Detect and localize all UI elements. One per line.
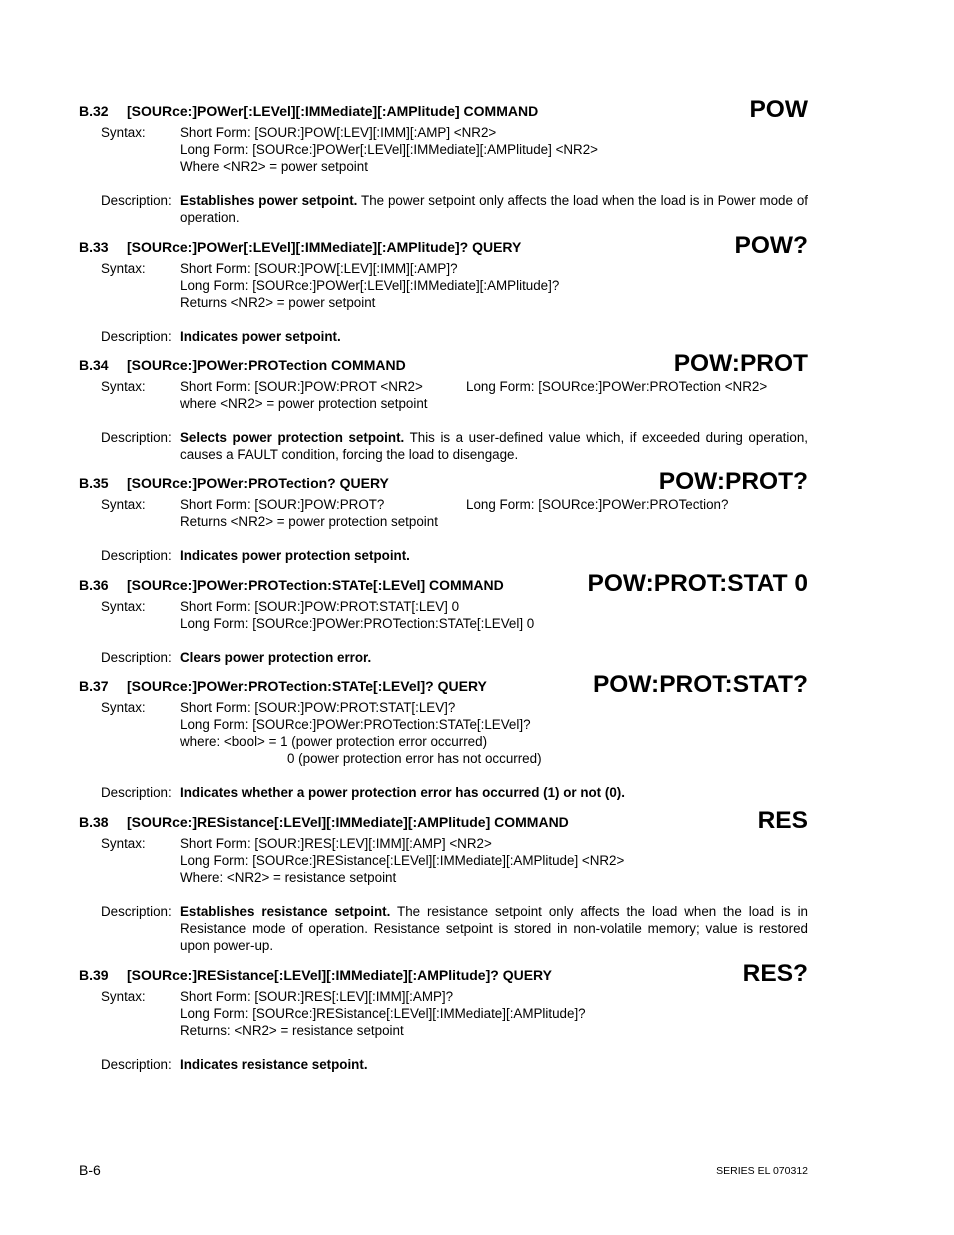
syntax-returns: Returns: <NR2> = resistance setpoint: [180, 1023, 404, 1038]
syntax-label: Syntax:: [101, 836, 146, 851]
description-label: Description:: [101, 548, 172, 563]
section-b37: [79, 671, 808, 801]
section-number: B.33: [79, 239, 109, 255]
section-b32: [79, 96, 808, 226]
command-mnemonic: POW: [749, 96, 808, 123]
description-text: The resistance setpoint only affects the load when the load is in Resistance mode of operation. Resistance setpoint is stored in non-volatile memory; value is restored upon power-up.: [180, 904, 808, 953]
description-label: Description:: [101, 430, 172, 445]
description-label: Description:: [101, 329, 172, 344]
description-block: [79, 784, 808, 801]
section-heading: [79, 350, 808, 377]
section-heading: [79, 570, 808, 597]
section-title: [SOURce:]POWer:PROTection:STATe[:LEVel]? QUERY: [127, 678, 487, 694]
syntax-short-form: Short Form: [SOUR:]RES[:LEV][:IMM][:AMP]?: [180, 989, 454, 1004]
command-mnemonic: POW:PROT:STAT?: [592, 671, 808, 698]
description-label: Description:: [101, 1057, 172, 1072]
section-heading: [79, 960, 808, 987]
description-block: [79, 1056, 808, 1073]
command-mnemonic: POW:PROT?: [658, 468, 808, 495]
command-mnemonic: POW:PROT:STAT 0: [587, 570, 808, 597]
section-title: [SOURce:]POWer[:LEVel][:IMMediate][:AMPlitude] COMMAND: [127, 103, 539, 119]
syntax-label: Syntax:: [101, 599, 146, 614]
syntax-label: Syntax:: [101, 989, 146, 1004]
section-heading: [79, 807, 808, 834]
description-summary: Selects power protection setpoint.: [180, 430, 405, 445]
syntax-long-form: Long Form: [SOURce:]RESistance[:LEVel][:IMMediate][:AMPlitude] <NR2>: [180, 853, 625, 868]
syntax-where-alt: 0 (power protection error has not occurred): [287, 751, 542, 766]
syntax-long-form: Long Form: [SOURce:]RESistance[:LEVel][:IMMediate][:AMPlitude]?: [180, 1006, 586, 1021]
syntax-label: Syntax:: [101, 497, 146, 512]
command-mnemonic: RES: [757, 807, 808, 834]
syntax-short-form: Short Form: [SOUR:]POW[:LEV][:IMM][:AMP] <NR2>: [180, 125, 497, 140]
syntax-short-form: Short Form: [SOUR:]POW:PROT?: [180, 497, 385, 512]
command-mnemonic: POW:PROT: [673, 350, 808, 377]
syntax-block: [79, 598, 808, 632]
syntax-label: Syntax:: [101, 261, 146, 276]
syntax-short-form: Short Form: [SOUR:]POW:PROT:STAT[:LEV] 0: [180, 599, 460, 614]
section-title: [SOURce:]POWer:PROTection:STATe[:LEVel] COMMAND: [127, 577, 504, 593]
description-label: Description:: [101, 193, 172, 208]
syntax-returns: Returns <NR2> = power protection setpoint: [180, 514, 438, 529]
section-heading: [79, 468, 808, 495]
section-title: [SOURce:]POWer:PROTection COMMAND: [127, 357, 406, 373]
syntax-block: [79, 260, 808, 311]
description-block: [79, 903, 808, 954]
description-summary: Indicates power setpoint.: [180, 329, 341, 344]
syntax-short-form: Short Form: [SOUR:]POW[:LEV][:IMM][:AMP]?: [180, 261, 458, 276]
description-summary: Establishes power setpoint.: [180, 193, 358, 208]
syntax-where: where: <bool> = 1 (power protection error occurred): [180, 734, 488, 749]
section-b39: [79, 960, 808, 1073]
syntax-long-form: Long Form: [SOURce:]POWer[:LEVel][:IMMediate][:AMPlitude] <NR2>: [180, 142, 598, 157]
description-text: This is a user-defined value which, if exceeded during operation, causes a FAULT condition, forcing the load to disengage.: [180, 430, 808, 462]
syntax-long-form: Long Form: [SOURce:]POWer:PROTection <NR2>: [466, 379, 768, 394]
section-b38: [79, 807, 808, 954]
syntax-short-form: Short Form: [SOUR:]POW:PROT:STAT[:LEV]?: [180, 700, 456, 715]
section-number: B.35: [79, 475, 109, 491]
syntax-label: Syntax:: [101, 125, 146, 140]
section-title: [SOURce:]POWer:PROTection? QUERY: [127, 475, 389, 491]
syntax-long-form: Long Form: [SOURce:]POWer[:LEVel][:IMMediate][:AMPlitude]?: [180, 278, 560, 293]
syntax-short-form: Short Form: [SOUR:]POW:PROT <NR2>: [180, 379, 423, 394]
description-summary: Indicates power protection setpoint.: [180, 548, 410, 563]
description-block: [79, 429, 808, 463]
syntax-short-form: Short Form: [SOUR:]RES[:LEV][:IMM][:AMP] <NR2>: [180, 836, 492, 851]
syntax-where: where <NR2> = power protection setpoint: [180, 396, 428, 411]
syntax-block: [79, 988, 808, 1039]
document-id: SERIES EL 070312: [716, 1165, 808, 1177]
section-b35: [79, 468, 808, 564]
section-b34: [79, 350, 808, 463]
description-text: The power setpoint only affects the load when the load is in Power mode of operation.: [180, 193, 808, 225]
description-summary: Clears power protection error.: [180, 650, 372, 665]
section-heading: [79, 96, 808, 123]
description-block: [79, 649, 808, 666]
section-number: B.36: [79, 577, 109, 593]
page-number: B-6: [79, 1162, 101, 1178]
syntax-block: [79, 496, 808, 530]
syntax-where: Where: <NR2> = resistance setpoint: [180, 870, 397, 885]
syntax-where: Where <NR2> = power setpoint: [180, 159, 368, 174]
command-mnemonic: RES?: [742, 960, 808, 987]
syntax-long-form: Long Form: [SOURce:]POWer:PROTection?: [466, 497, 729, 512]
section-number: B.37: [79, 678, 109, 694]
syntax-block: [79, 699, 808, 767]
section-heading: [79, 671, 808, 698]
description-block: [79, 192, 808, 226]
description-summary: Establishes resistance setpoint.: [180, 904, 391, 919]
syntax-label: Syntax:: [101, 379, 146, 394]
command-mnemonic: POW?: [734, 232, 808, 259]
description-block: [79, 328, 808, 345]
syntax-block: [79, 124, 808, 175]
section-b33: [79, 232, 808, 345]
syntax-long-form: Long Form: [SOURce:]POWer:PROTection:STATe[:LEVel] 0: [180, 616, 535, 631]
syntax-block: [79, 378, 808, 412]
section-heading: [79, 232, 808, 259]
section-number: B.32: [79, 103, 109, 119]
section-title: [SOURce:]POWer[:LEVel][:IMMediate][:AMPlitude]? QUERY: [127, 239, 522, 255]
section-b36: [79, 570, 808, 666]
description-block: [79, 547, 808, 564]
syntax-label: Syntax:: [101, 700, 146, 715]
syntax-returns: Returns <NR2> = power setpoint: [180, 295, 376, 310]
syntax-block: [79, 835, 808, 886]
section-title: [SOURce:]RESistance[:LEVel][:IMMediate][:AMPlitude] COMMAND: [127, 814, 569, 830]
section-title: [SOURce:]RESistance[:LEVel][:IMMediate][:AMPlitude]? QUERY: [127, 967, 552, 983]
description-label: Description:: [101, 650, 172, 665]
description-summary: Indicates whether a power protection error has occurred (1) or not (0).: [180, 785, 625, 800]
description-label: Description:: [101, 904, 172, 919]
section-number: B.39: [79, 967, 109, 983]
section-number: B.34: [79, 357, 109, 373]
description-label: Description:: [101, 785, 172, 800]
section-number: B.38: [79, 814, 109, 830]
syntax-long-form: Long Form: [SOURce:]POWer:PROTection:STATe[:LEVel]?: [180, 717, 531, 732]
description-summary: Indicates resistance setpoint.: [180, 1057, 368, 1072]
